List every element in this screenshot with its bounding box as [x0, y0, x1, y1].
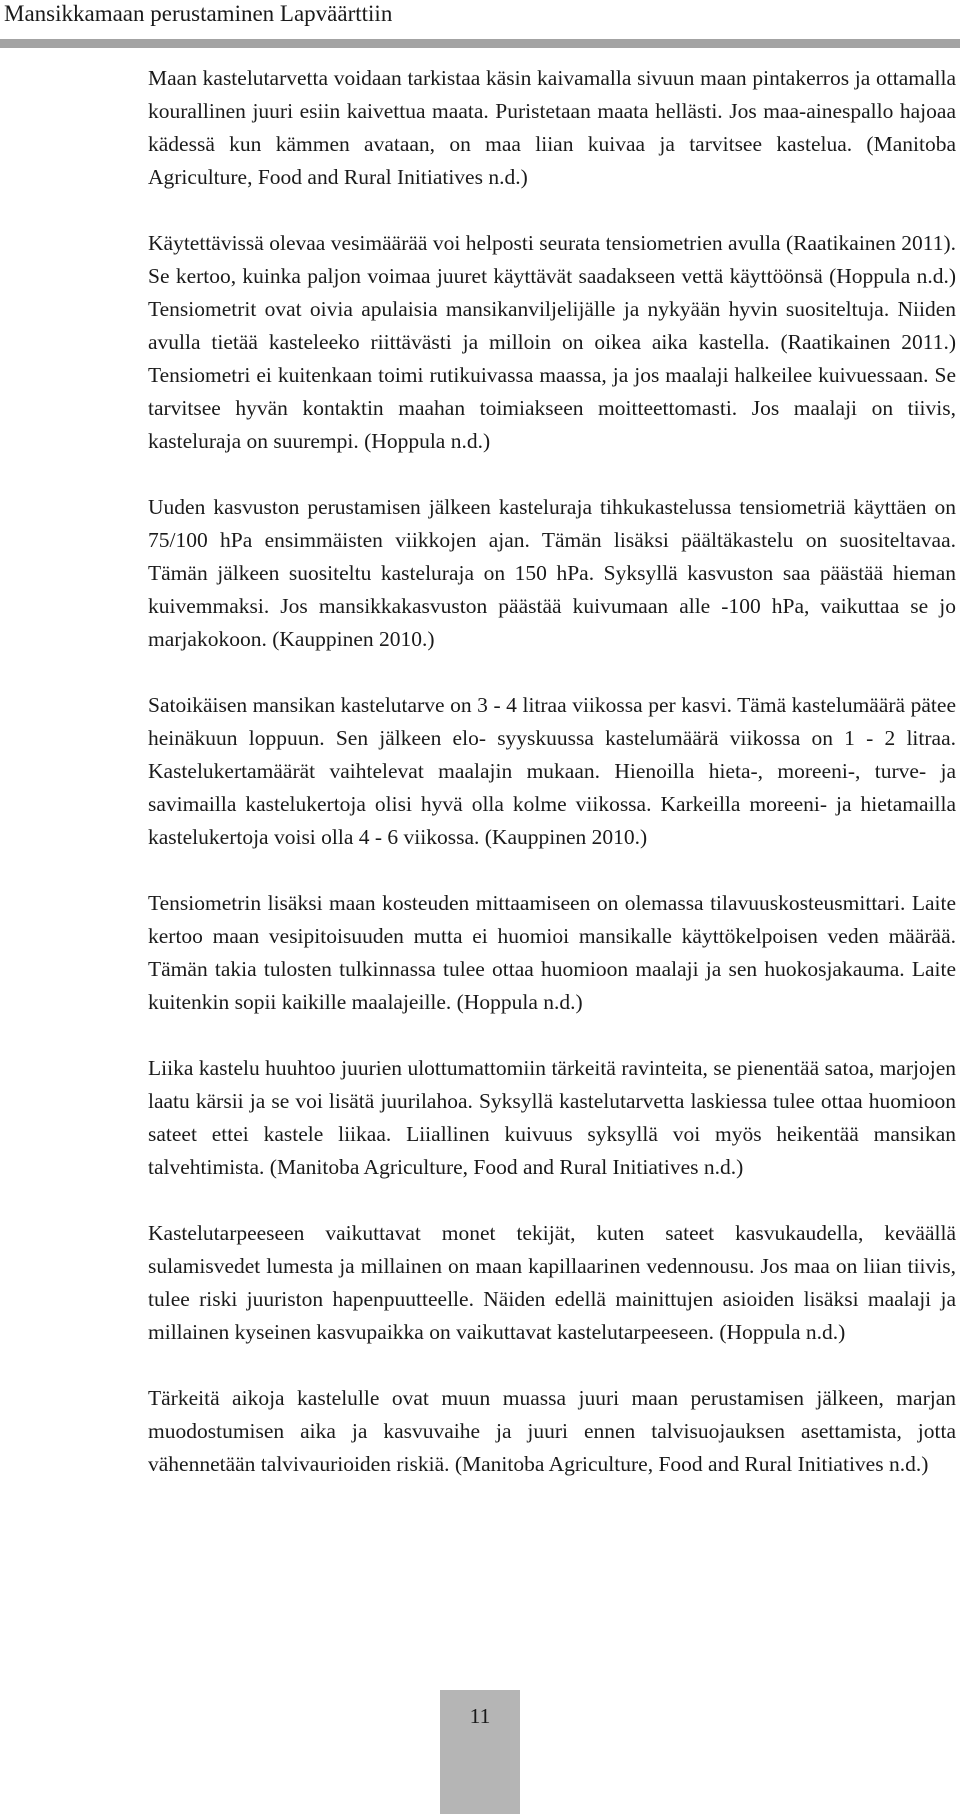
page-number: 11: [469, 1704, 491, 1728]
paragraph-water-need: Satoikäisen mansikan kastelutarve on 3 - 4 litraa viikossa per kasvi. Tämä kastelumäärä pätee heinäkuun loppuun. Sen jälkeen elo- syyskuussa kastelumäärä viikossa on 1 - 2 litraa. Kastelukertamäärät vaihtelevat maalajin mukaan. Hienoilla hieta-, moreeni-, turve- ja savimailla kastelukertoja olisi hyvä olla kolme viikossa. Karkeilla moreeni- ja hietamailla kastelukertoja voisi olla 4 - 6 viikossa. (Kauppinen 2010.): [148, 693, 956, 849]
paragraph-moisture-meter: Tensiometrin lisäksi maan kosteuden mittaamiseen on olemassa tilavuuskosteusmittari. Laite kertoo maan vesipitoisuuden mutta ei huomioi mansikalle käyttökelpoisen veden määrää. Tämän takia tulosten tulkinnassa tulee ottaa huomioon maalaji ja sen huokosjakauma. Laite kuitenkin sopii kaikille maalajeille. (Hoppula n.d.): [148, 891, 956, 1014]
running-header-title: Mansikkamaan perustaminen Lapväärttiin: [4, 1, 393, 26]
paragraph-manual-check: Maan kastelutarvetta voidaan tarkistaa käsin kaivamalla sivuun maan pintakerros ja ottamalla kourallinen juuri esiin kaivettua maata. Puristetaan maata hellästi. Jos maa-ainespallo hajoaa kädessä kun kämmen avataan, on maa liian kuivaa ja tarvitsee kastelua. (Manitoba Agriculture, Food and Rural Initiatives n.d.): [148, 66, 956, 189]
header-rule: [0, 39, 960, 48]
paragraph-over-irrigation: Liika kastelu huuhtoo juurien ulottumattomiin tärkeitä ravinteita, se pienentää satoa, marjojen laatu kärsii ja se voi lisätä juurilahoa. Syksyllä kastelutarvetta laskiessa tulee ottaa huomioon sateet ettei kastele liikaa. Liiallinen kuivuus syksyllä voi myös heikentää mansikan talvehtimista. (Manitoba Agriculture, Food and Rural Initiatives n.d.): [148, 1056, 956, 1179]
paragraph-important-times: Tärkeitä aikoja kastelulle ovat muun muassa juuri maan perustamisen jälkeen, marjan muodostumisen aika ja kasvuvaihe ja juuri ennen talvisuojauksen asettamista, jotta vähennetään talvivaurioiden riskiä. (Manitoba Agriculture, Food and Rural Initiatives n.d.): [148, 1386, 956, 1476]
page-header: [0, 0, 960, 27]
page-number-box: [440, 1690, 520, 1814]
paragraph-factors: Kastelutarpeeseen vaikuttavat monet tekijät, kuten sateet kasvukaudella, keväällä sulamisvedet lumesta ja millainen on maan kapillaarinen vedennousu. Jos maa on liian tiivis, tulee riski juuriston hapenpuutteelle. Näiden edellä mainittujen asioiden lisäksi maalaji ja millainen kyseinen kasvupaikka on vaikuttavat kastelutarpeeseen. (Hoppula n.d.): [148, 1221, 956, 1344]
body-text: [148, 62, 956, 1514]
paragraph-tensiometers: Käytettävissä olevaa vesimäärää voi helposti seurata tensiometrien avulla (Raatikainen 2011). Se kertoo, kuinka paljon voimaa juuret käyttävät saadakseen vettä käyttöönsä (Hoppula n.d.) Tensiometrit ovat oivia apulaisia mansikanviljelijälle ja nykyään hyvin suositeltuja. Niiden avulla tietää kasteleeko riittävästi ja milloin on oikea aika kastella. (Raatikainen 2011.) Tensiometri ei kuitenkaan toimi rutikuivassa maassa, ja jos maalaji halkeilee kuivuessaan. Se tarvitsee hyvän kontaktin maahan toimiakseen moitteettomasti. Jos maalaji on tiivis, kasteluraja on suurempi. (Hoppula n.d.): [148, 231, 956, 453]
paragraph-irrigation-limits: Uuden kasvuston perustamisen jälkeen kasteluraja tihkukastelussa tensiometriä käyttäen on 75/100 hPa ensimmäisten viikkojen ajan. Tämän lisäksi päältäkastelu on suositeltavaa. Tämän jälkeen suositeltu kasteluraja on 150 hPa. Syksyllä kasvuston saa päästää hieman kuivemmaksi. Jos mansikkakasvuston päästää kuivumaan alle -100 hPa, vaikuttaa se jo marjakokoon. (Kauppinen 2010.): [148, 495, 956, 651]
